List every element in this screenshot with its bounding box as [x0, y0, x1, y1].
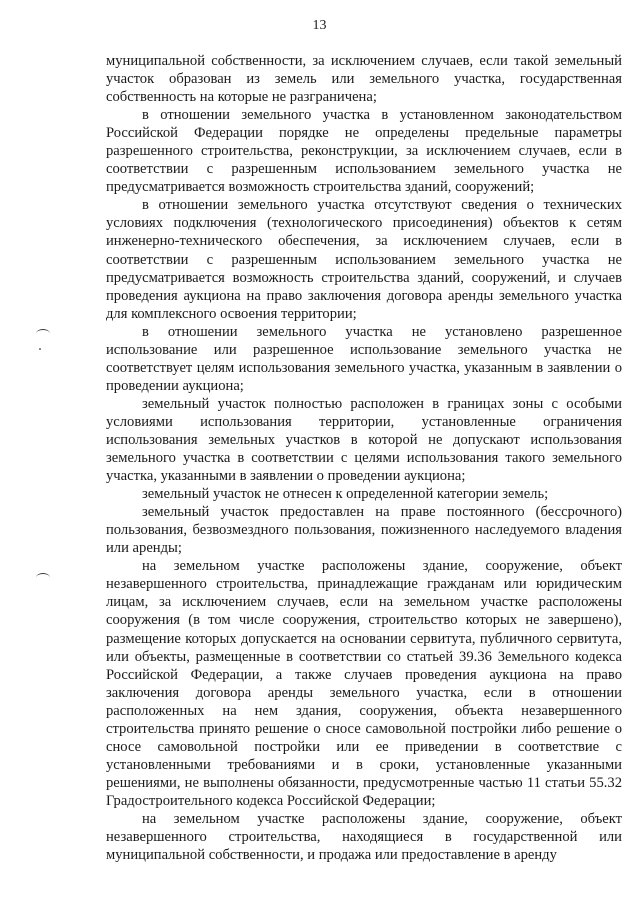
paragraph: на земельном участке расположены здание, сооружение, объект незавершенного строительства, принадлежащие гражданам или юридическим лицам, за исключением случаев, если на земельном участке расположены сооружения (в том числе сооружения, строительство которых не завершено), размещение которых допускается на основании сервитута, публичного сервитута, или объекты, размещенные в соответствии со статьей 39.36 Земельного кодекса Российской Федерации, а также случаев проведения аукциона на право заключения договора аренды земельного участка, если в отношении расположенных на нем здания, сооружения, объекта незавершенного строительства принято решение о сносе самовольной постройки либо решение о сносе самовольной постройки или ее приведении в соответствие с установленными требованиями и в сроки, установленные указанными решениями, не выполнены обязанности, предусмотренные частью 11 статьи 55.32 Градостроительного кодекса Российской Федерации; [106, 558, 622, 809]
document-body [106, 52, 622, 864]
paragraph: земельный участок полностью расположен в границах зоны с особыми условиями использования территории, установленные ограничения использования земельных участков в которой не допускают использования земельного участка в соответствии с целями использования такого земельного участка, указанными в заявлении о проведении аукциона; [106, 395, 622, 485]
paragraph: муниципальной собственности, за исключением случаев, если такой земельный участок образован из земель или земельного участка, государственная собственность на которые не разграничена; [106, 53, 622, 106]
paragraph: на земельном участке расположены здание, сооружение, объект незавершенного строительства, находящиеся в государственной или муниципальной собственности, и продажа или предоставление в аренду [106, 810, 622, 864]
paragraph: в отношении земельного участка в установленном законодательством Российской Федерации порядке не определены предельные параметры разрешенного строительства, реконструкции, за исключением случаев, если в соответствии с разрешенным использованием земельного участка не предусматривается возможность строительства зданий, сооружений; [106, 107, 622, 196]
margin-dot [39, 348, 41, 350]
page-number: 13 [312, 18, 327, 33]
margin-mark [36, 573, 50, 582]
paragraph: в отношении земельного участка не установлено разрешенное использование или разрешенное использование земельного участка не соответствует целям использования земельного участка, указанным в заявлении о проведении аукциона; [106, 323, 622, 394]
paragraph: в отношении земельного участка отсутствуют сведения о технических условиях подключения (технологического присоединения) объектов к сетям инженерно-технического обеспечения, за исключением случаев, если в соответствии с разрешенным использованием земельного участка не предусматривается возможность строительства зданий, сооружений, и случаев проведения аукциона на право заключения договора аренды земельного участка для комплексного освоения территории; [106, 197, 622, 322]
paragraph: земельный участок предоставлен на праве постоянного (бессрочного) пользования, безвозмездного пользования, пожизненного наследуемого владения или аренды; [106, 504, 622, 557]
margin-mark [36, 329, 50, 338]
paragraph: земельный участок не отнесен к определенной категории земель; [142, 486, 549, 503]
